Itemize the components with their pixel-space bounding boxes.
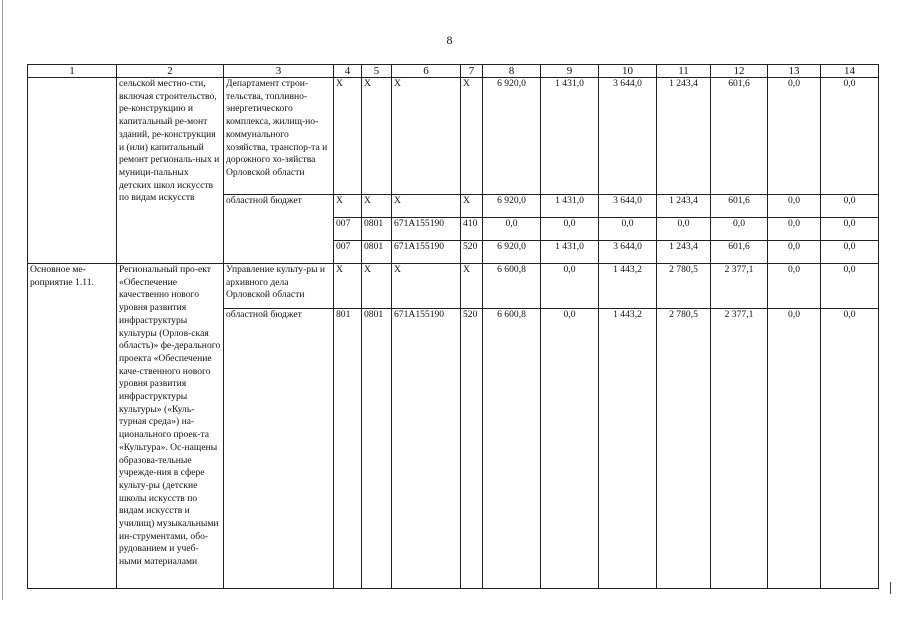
cell-grbs: 801 <box>334 309 362 589</box>
header-cell: 6 <box>392 65 461 78</box>
value-cell: 0,0 <box>768 264 821 309</box>
cell-grbs: 007 <box>334 241 362 264</box>
cell-vr: X <box>461 264 483 309</box>
value-cell: 0,0 <box>711 218 768 241</box>
cell-csr: 671А155190 <box>392 309 461 589</box>
value-cell: 0,0 <box>821 78 879 195</box>
value-cell: 6 920,0 <box>483 241 541 264</box>
cell-rzpr: X <box>362 195 392 218</box>
budget-table <box>27 64 879 589</box>
cell-csr: 671А155190 <box>392 218 461 241</box>
value-cell: 1 243,4 <box>657 195 711 218</box>
value-cell: 601,6 <box>711 195 768 218</box>
cell-csr: X <box>392 264 461 309</box>
value-cell: 2 780,5 <box>657 309 711 589</box>
value-cell: 0,0 <box>541 218 599 241</box>
responsible-executor: Управление культу-ры и архивного дела Орловской области <box>224 264 334 309</box>
value-cell: 3 644,0 <box>599 241 657 264</box>
value-cell: 601,6 <box>711 78 768 195</box>
value-cell: 6 920,0 <box>483 78 541 195</box>
value-cell: 2 780,5 <box>657 264 711 309</box>
header-cell: 2 <box>117 65 224 78</box>
cell-vr: X <box>461 195 483 218</box>
value-cell: 1 443,2 <box>599 309 657 589</box>
cell-vr: 520 <box>461 241 483 264</box>
table-row <box>28 264 879 309</box>
header-cell: 9 <box>541 65 599 78</box>
cell-vr: 520 <box>461 309 483 589</box>
cell-grbs: X <box>334 195 362 218</box>
cell-rzpr: 0801 <box>362 218 392 241</box>
value-cell: 0,0 <box>768 218 821 241</box>
header-cell: 4 <box>334 65 362 78</box>
value-cell: 1 243,4 <box>657 241 711 264</box>
responsible-executor: Департамент строи-тельства, топливно-энергетического комплекса, жилищ-но-коммунального хозяйства, транспор-та и дорожного хо-зяйства Орловской области <box>224 78 334 195</box>
value-cell: 1 431,0 <box>541 78 599 195</box>
cell-grbs: 007 <box>334 218 362 241</box>
value-cell: 0,0 <box>821 309 879 589</box>
value-cell: 0,0 <box>768 241 821 264</box>
value-cell: 601,6 <box>711 241 768 264</box>
value-cell: 1 431,0 <box>541 195 599 218</box>
event-description: сельской местно-сти, включая строительство, ре-конструкцию и капитальный ре-монт зданий, ре-конструкция и (или) капитальный ремонт региональ-ных и муници-пальных детских школ искусств по видам искусств <box>117 78 224 264</box>
cell-vr: X <box>461 78 483 195</box>
value-cell: 6 920,0 <box>483 195 541 218</box>
header-cell: 5 <box>362 65 392 78</box>
page-left-border <box>2 0 3 600</box>
event-number: Основное ме-роприятие 1.11. <box>28 264 117 589</box>
value-cell: 1 243,4 <box>657 78 711 195</box>
table-cell-empty <box>28 78 117 264</box>
value-cell: 0,0 <box>541 309 599 589</box>
value-cell: 0,0 <box>821 241 879 264</box>
value-cell: 1 443,2 <box>599 264 657 309</box>
value-cell: 0,0 <box>599 218 657 241</box>
cell-vr: 410 <box>461 218 483 241</box>
header-cell: 3 <box>224 65 334 78</box>
value-cell: 0,0 <box>768 78 821 195</box>
value-cell: 0,0 <box>821 195 879 218</box>
page-edge-mark <box>886 582 891 594</box>
value-cell: 6 600,8 <box>483 264 541 309</box>
cell-csr: X <box>392 78 461 195</box>
header-cell: 12 <box>711 65 768 78</box>
cell-csr: 671А155190 <box>392 241 461 264</box>
value-cell: 2 377,1 <box>711 264 768 309</box>
value-cell: 0,0 <box>657 218 711 241</box>
table-row <box>28 78 879 195</box>
header-cell: 7 <box>461 65 483 78</box>
value-cell: 0,0 <box>821 264 879 309</box>
cell-rzpr: X <box>362 264 392 309</box>
value-cell: 0,0 <box>541 264 599 309</box>
header-cell: 11 <box>657 65 711 78</box>
value-cell: 3 644,0 <box>599 78 657 195</box>
value-cell: 0,0 <box>483 218 541 241</box>
cell-rzpr: 0801 <box>362 309 392 589</box>
value-cell: 0,0 <box>768 195 821 218</box>
header-row <box>28 65 879 78</box>
event-description: Региональный про-ект «Обеспечение качественно нового уровня развития инфраструктуры культуры (Орлов-ская область)» фе-дерального проекта «Обеспечение каче-ственного нового уровня развития инфраструктуры культуры» («Куль-турная среда») на-ционального проек-та «Культура». Ос-нащены образова-тельные учрежде-ния в сфере культу-ры (детские школы искусств по видам искусств и училищ) музыкальными ин-струментами, обо-рудованием и учеб-ными материалами <box>117 264 224 589</box>
value-cell: 1 431,0 <box>541 241 599 264</box>
page-number: 8 <box>446 33 453 47</box>
value-cell: 3 644,0 <box>599 195 657 218</box>
header-cell: 1 <box>28 65 117 78</box>
value-cell: 0,0 <box>768 309 821 589</box>
cell-grbs: X <box>334 264 362 309</box>
value-cell: 6 600,8 <box>483 309 541 589</box>
header-cell: 14 <box>821 65 879 78</box>
cell-grbs: X <box>334 78 362 195</box>
cell-csr: X <box>392 195 461 218</box>
budget-source: областной бюджет <box>224 309 334 589</box>
budget-source: областной бюджет <box>224 195 334 264</box>
header-cell: 8 <box>483 65 541 78</box>
header-cell: 10 <box>599 65 657 78</box>
header-cell: 13 <box>768 65 821 78</box>
value-cell: 0,0 <box>821 218 879 241</box>
value-cell: 2 377,1 <box>711 309 768 589</box>
cell-rzpr: X <box>362 78 392 195</box>
cell-rzpr: 0801 <box>362 241 392 264</box>
